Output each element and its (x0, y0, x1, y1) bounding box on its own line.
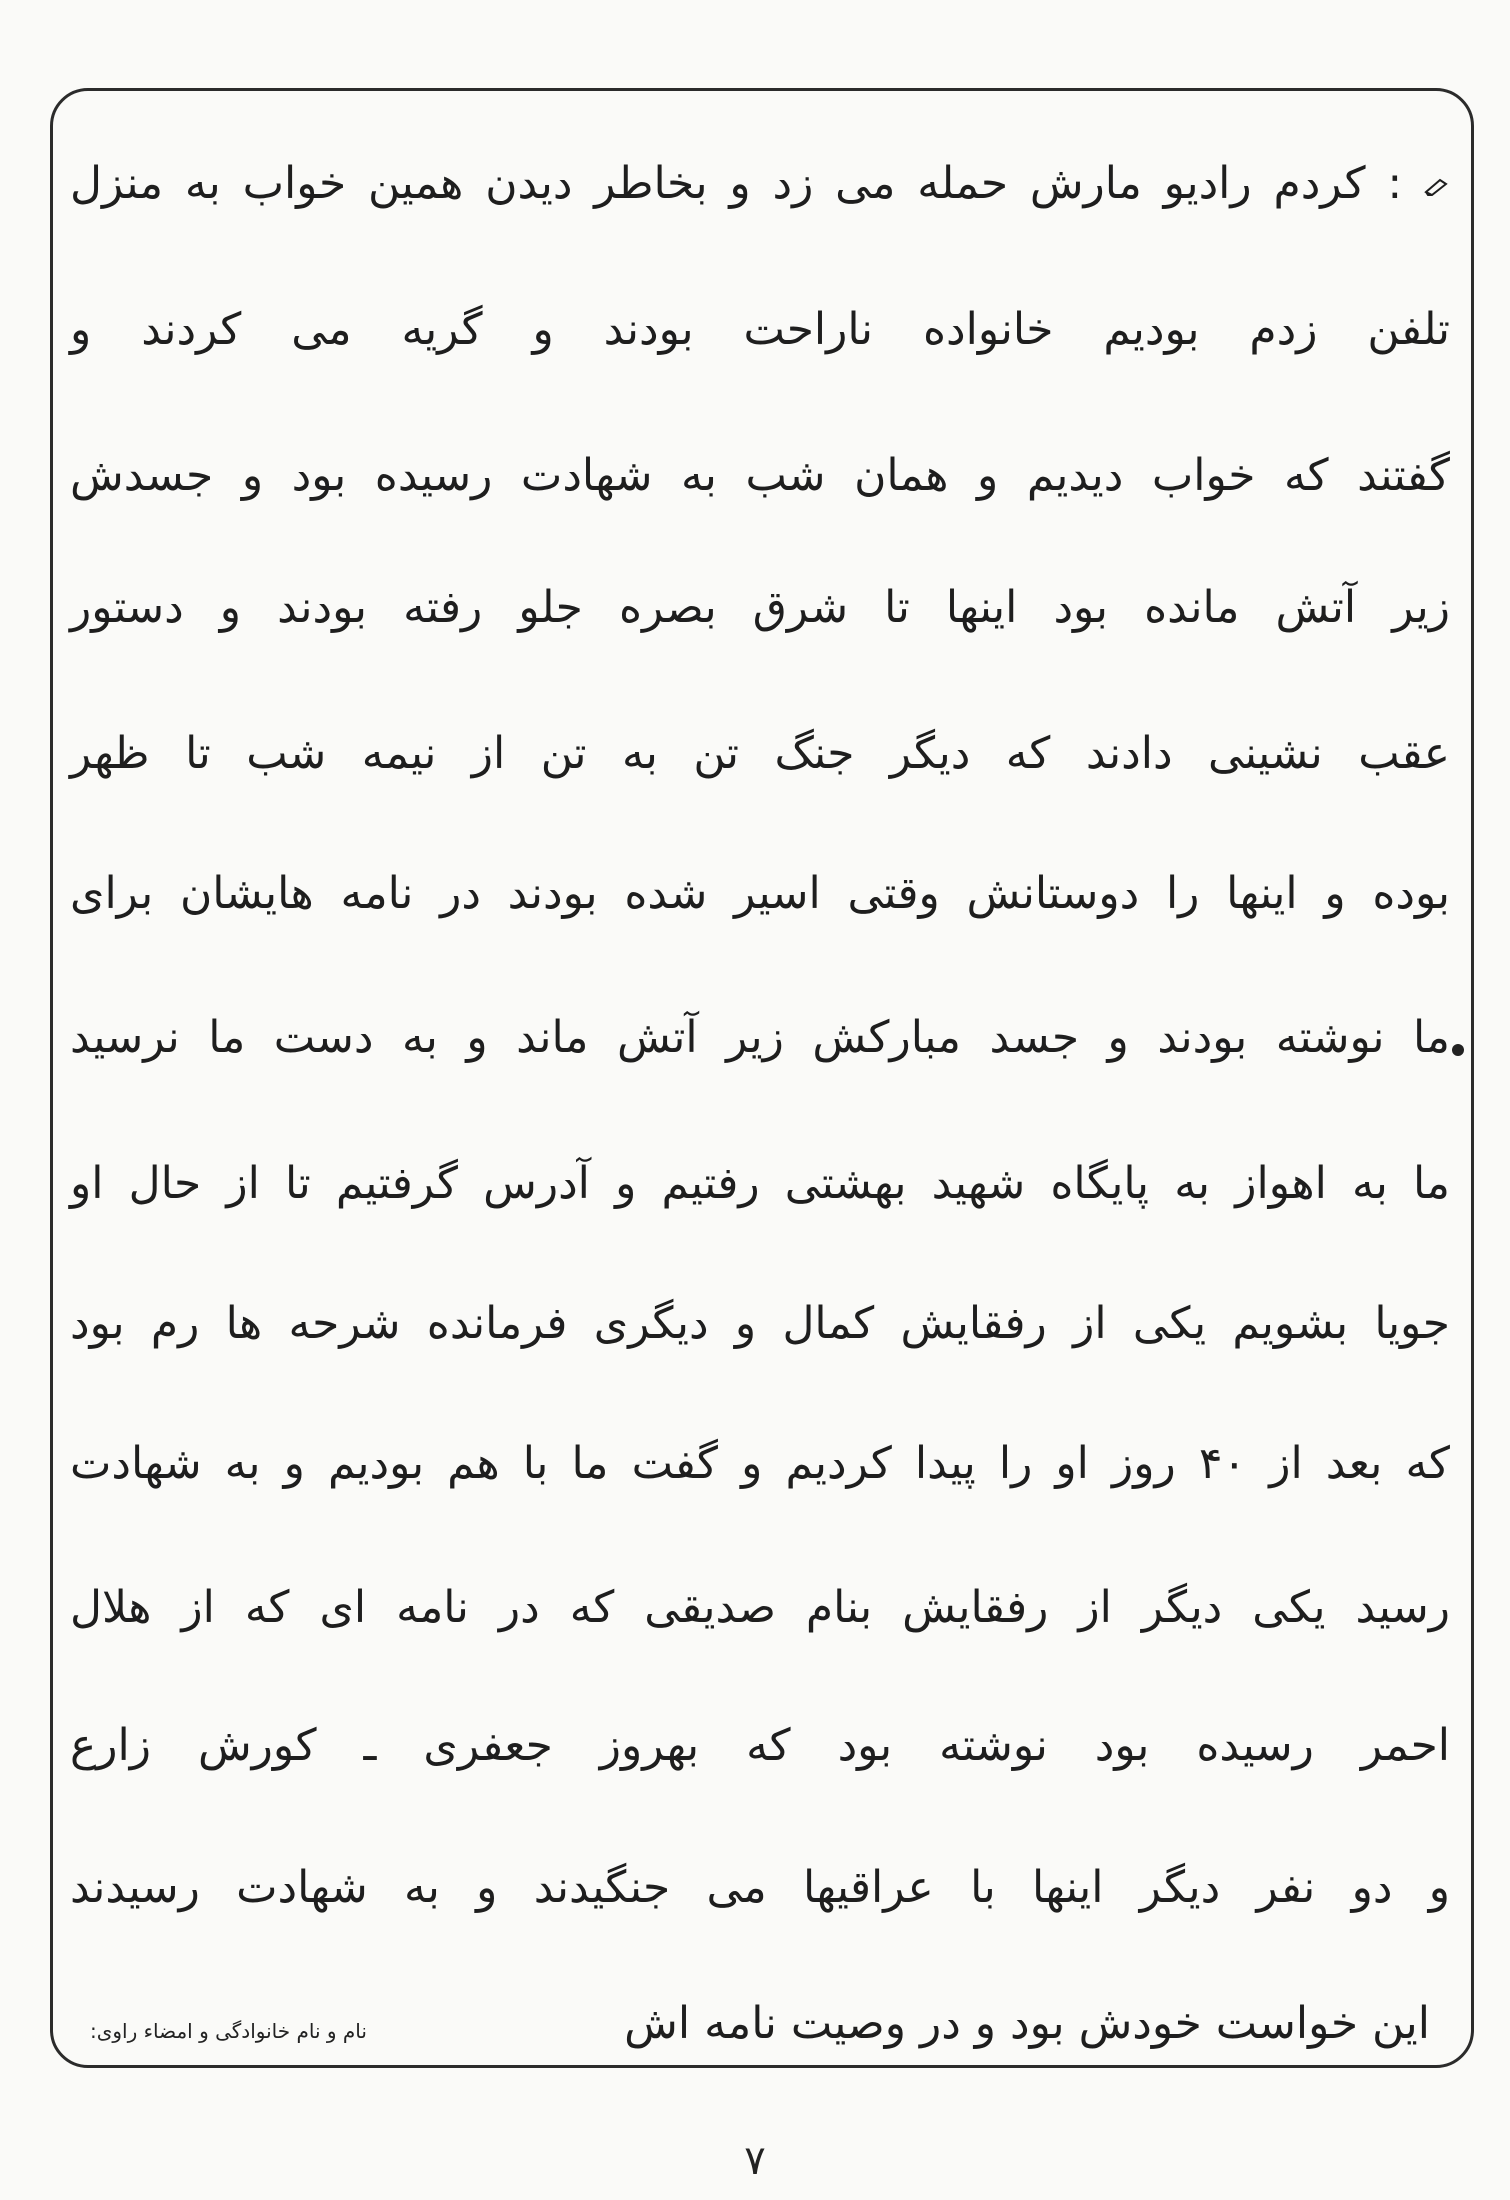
text-line-11: رسید یکی دیگر از رفقایش بنام صدیقی که در نامه ای که از هلال (70, 1582, 1450, 1633)
text-line-13: و دو نفر دیگر اینها با عراقیها می جنگیدند و به شهادت رسیدند (70, 1862, 1450, 1913)
bullet-dot (1452, 1044, 1464, 1056)
text-line-5: عقب نشینی دادند که دیگر جنگ تن به تن از نیمه شب تا ظهر (70, 728, 1450, 779)
line-text: : کردم رادیو مارش حمله می زد و بخاطر دیدن همین خواب به منزل (70, 158, 1403, 209)
text-line-8: ما به اهواز به پایگاه شهید بهشتی رفتیم و آدرس گرفتیم تا از حال او (70, 1158, 1450, 1209)
text-line-1 (70, 158, 1450, 209)
text-line-7: ما نوشته بودند و جسد مبارکش زیر آتش ماند و به دست ما نرسید (70, 1012, 1450, 1063)
text-line-4: زیر آتش مانده بود اینها تا شرق بصره جلو رفته بودند و دستور (70, 582, 1450, 633)
text-line-9: جویا بشویم یکی از رفقایش کمال و دیگری فرمانده شرحه ها رم بود (70, 1298, 1450, 1349)
text-line-6: بوده و اینها را دوستانش وقتی اسیر شده بودند در نامه هایشان برای (70, 868, 1450, 919)
narrator-signature-label: نام و نام خانوادگی و امضاء راوی: (90, 2019, 367, 2043)
text-line-2: تلفن زدم بودیم خانواده ناراحت بودند و گریه می کردند و (70, 304, 1450, 355)
footer-handwritten-text: این خواست خودش بود و در وصیت نامه اش (624, 1998, 1430, 2049)
text-line-3: گفتند که خواب دیدیم و همان شب به شهادت رسیده بود و جسدش (70, 450, 1450, 501)
text-line-10: که بعد از ۴۰ روز او را پیدا کردیم و گفت ما با هم بودیم و به شهادت (70, 1438, 1450, 1489)
page-number: ۷ (744, 2138, 766, 2184)
pencil-icon (1424, 176, 1450, 196)
text-line-12: احمر رسیده بود نوشته بود که بهروز جعفری ـ کورش زارع (70, 1720, 1450, 1771)
signature-row (90, 1998, 1430, 2049)
